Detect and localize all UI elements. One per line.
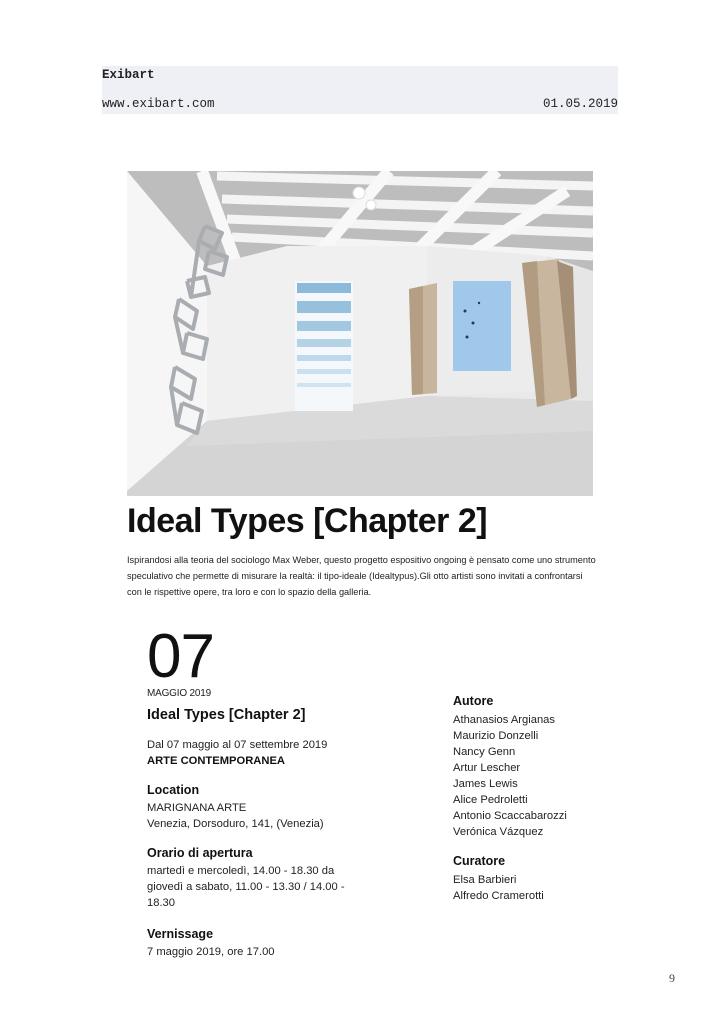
website-url: www.exibart.com: [102, 97, 215, 111]
event-day: 07: [147, 622, 214, 691]
author-name: Artur Lescher: [453, 762, 521, 774]
vernissage-heading: Vernissage: [147, 927, 214, 941]
hours-line: 18.30: [147, 897, 175, 909]
article-intro: Ispirandosi alla teoria del sociologo Max Weber, questo progetto espositivo ongoing è pensato come uno strumento speculativo che permette di misurare la realtà: il tipo-ideale (Idealtypus).Gli otto artisti sono invitati a confrontarsi con le rispettive opere, tra loro e con lo spazio della galleria.: [127, 555, 596, 597]
location-heading: Location: [147, 783, 200, 797]
clipping-date: 01.05.2019: [542, 97, 618, 111]
event-month-year: MAGGIO 2019: [147, 688, 211, 699]
curator-name: Alfredo Cramerotti: [453, 890, 544, 902]
venue-name: MARIGNANA ARTE: [147, 802, 247, 814]
curators-heading: Curatore: [453, 854, 506, 868]
curator-name: Elsa Barbieri: [453, 874, 517, 886]
clipping-header: [102, 66, 618, 114]
credits-column: [453, 694, 653, 904]
curators-block: [453, 854, 653, 904]
publication-name: Exibart: [102, 68, 155, 82]
author-name: Verónica Vázquez: [453, 826, 544, 838]
event-details: [147, 707, 407, 960]
event-category: ARTE CONTEMPORANEA: [147, 755, 285, 767]
hours-line: giovedì a sabato, 11.00 - 13.30 / 14.00 -: [147, 881, 345, 893]
author-name: Nancy Genn: [453, 746, 516, 758]
hours-line: martedì e mercoledì, 14.00 - 18.30 da: [147, 865, 335, 877]
author-name: Antonio Scaccabarozzi: [453, 810, 567, 822]
event-dates: Dal 07 maggio al 07 settembre 2019: [147, 739, 328, 751]
author-name: Athanasios Argianas: [453, 714, 555, 726]
page-number: 9: [669, 971, 675, 985]
vernissage-date: 7 maggio 2019, ore 17.00: [147, 946, 275, 958]
hours-heading: Orario di apertura: [147, 846, 253, 860]
gallery-installation-photo: [127, 171, 593, 496]
venue-address: Venezia, Dorsoduro, 141, (Venezia): [147, 818, 324, 830]
author-name: Maurizio Donzelli: [453, 730, 539, 742]
article-title: Ideal Types [Chapter 2]: [127, 502, 488, 540]
author-name: Alice Pedroletti: [453, 794, 528, 806]
event-title: Ideal Types [Chapter 2]: [147, 707, 306, 723]
author-name: James Lewis: [453, 778, 518, 790]
authors-heading: Autore: [453, 694, 494, 708]
